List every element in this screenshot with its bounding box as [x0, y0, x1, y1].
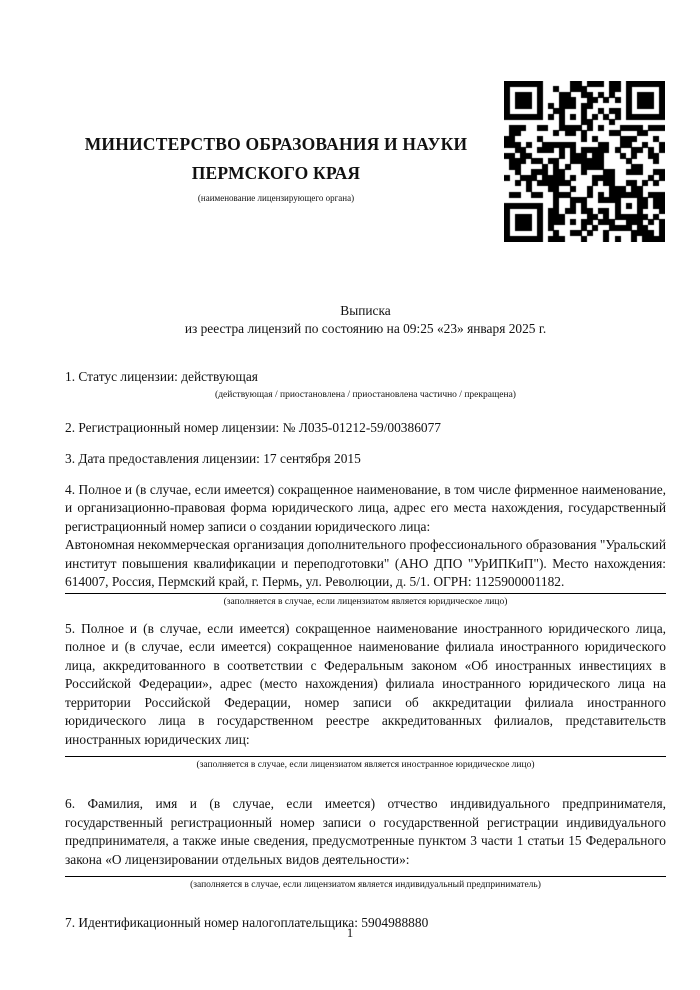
document-title: [65, 302, 666, 338]
item-7-taxpayer-number: 7. Идентификационный номер налогоплательщика: 5904988880: [65, 915, 429, 930]
item-3-license-date: 3. Дата предоставления лицензии: 17 сентября 2015: [65, 451, 361, 466]
item-5-foreign-entity-value: [65, 749, 666, 757]
item-4-note: (заполняется в случае, если лицензиатом является юридическое лицо): [223, 596, 508, 607]
item-6-entrepreneur-value: [65, 869, 666, 877]
item-1-note: (действующая / приостановлена / приостановлена частично / прекращена): [215, 389, 516, 400]
item-5-note: (заполняется в случае, если лицензиатом является иностранное юридическое лицо): [196, 760, 535, 770]
ministry-name-line1: МИНИСТЕРСТВО ОБРАЗОВАНИЯ И НАУКИ: [84, 134, 468, 154]
licensing-authority-header: [65, 130, 487, 204]
item-5-foreign-entity-label: 5. Полное и (в случае, если имеется) сокращенное наименование иностранного юридического лица, полное и (в случае, если имеется) сокращенное наименование филиала иностранного юридического лица, аккредитованного в соответствии с Федеральным законом «Об иностранных инвестициях в Российской Федерации», адрес (место нахождения) филиала иностранного юридического лица на территории Российской Федерации, номер записи об аккредитации филиала иностранного юридического лица в государственном реестре аккредитованных филиалов, представительств иностранных юридических лиц:: [65, 620, 666, 747]
item-1-license-status: 1. Статус лицензии: действующая: [65, 369, 258, 384]
item-2-registration-number: 2. Регистрационный номер лицензии: № Л035-01212-59/00386077: [65, 419, 441, 435]
ministry-name: [65, 130, 487, 188]
item-6-entrepreneur-label: 6. Фамилия, имя и (в случае, если имеется) отчество индивидуального предпринимателя, государственный регистрационный номер записи о государственной регистрации индивидуального предпринимателя, а также иные сведения, предусмотренные пунктом 3 части 1 статьи 15 Федерального закона «О лицензировании отдельных видов деятельности»:: [65, 796, 666, 867]
document-title-line1: Выписка: [340, 303, 391, 318]
document-body: [65, 368, 666, 933]
ministry-name-line2: ПЕРМСКОГО КРАЯ: [191, 163, 361, 183]
item-4-legal-entity-value: Автономная некоммерческая организация дополнительного профессионального образования "Уральский институт повышения квалификации и переподготовки" (АНО ДПО "УрИПКиП"). Место нахождения: 614007, Россия, Пермский край, г. Пермь, ул. Революции, д. 5/1. ОГРН: 1125900001182.: [65, 536, 666, 594]
qr-code: [504, 81, 665, 242]
page-number: 1: [346, 926, 354, 940]
document-title-line2: из реестра лицензий по состоянию на 09:25 «23» января 2025 г.: [184, 321, 547, 336]
item-6-note: (заполняется в случае, если лицензиатом является индивидуальный предприниматель): [190, 880, 541, 890]
ministry-caption: (наименование лицензирующего органа): [197, 193, 355, 203]
item-4-legal-entity-label: 4. Полное и (в случае, если имеется) сокращенное наименование, в том числе фирменное наименование, и организационно-правовая форма юридического лица, адрес его места нахождения, государственный регистрационный номер записи о создании юридического лица:: [65, 481, 666, 534]
